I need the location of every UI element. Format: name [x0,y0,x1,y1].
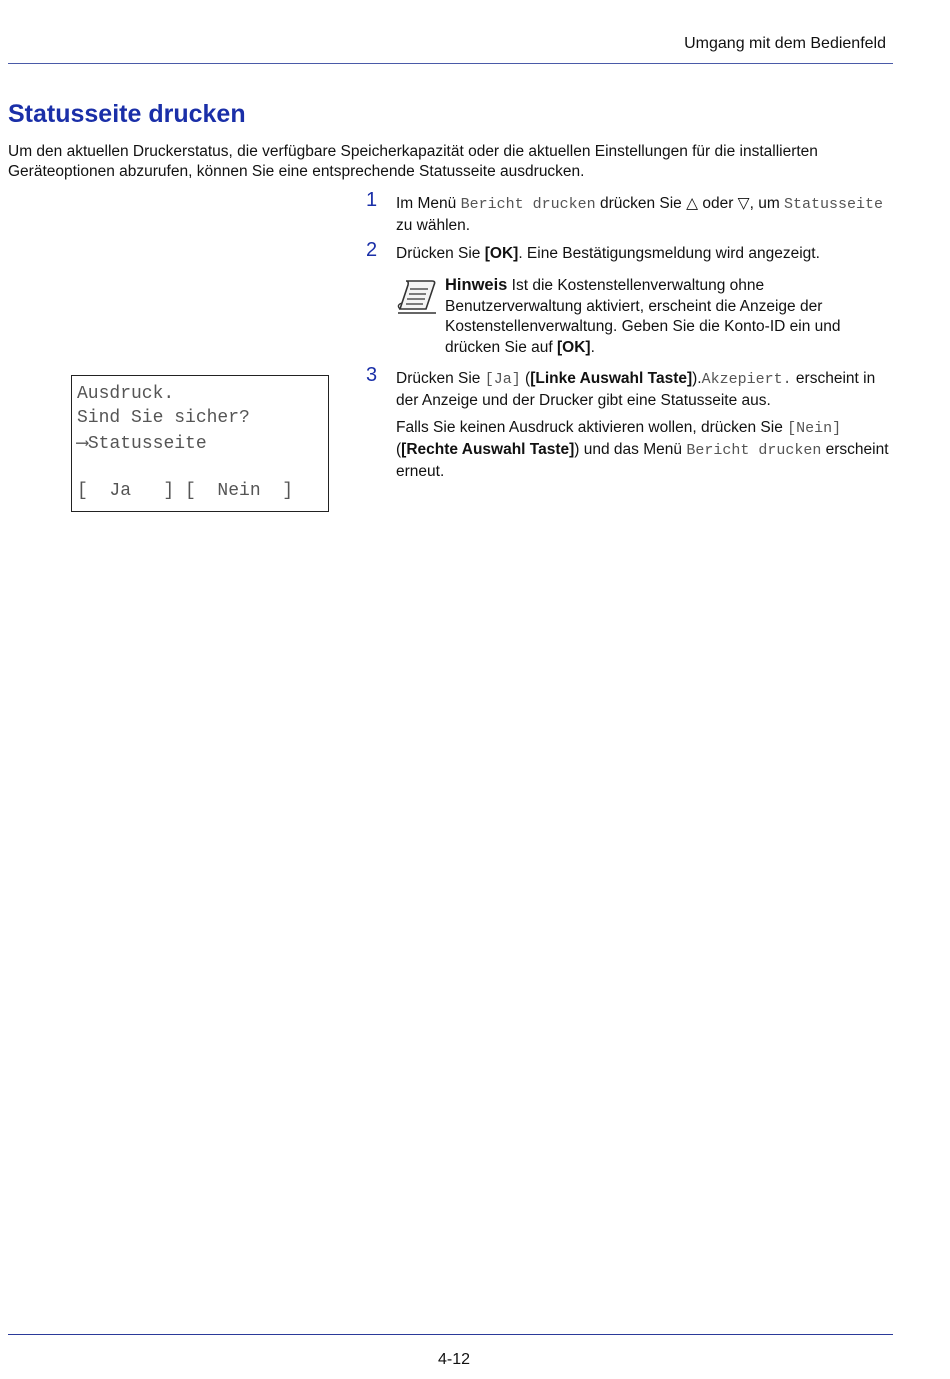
lcd-line-1: Ausdruck. [77,384,175,404]
lcd-line-3: ⟶Statusseite [77,434,207,454]
step-2 [366,239,894,264]
note-icon [396,277,438,315]
note-box [396,275,876,358]
note-text: Hinweis Ist die Kostenstellenverwaltung ohne Benutzerverwaltung aktiviert, erscheint die Anzeige der Kostenstellenverwaltung. Geben Sie die Konto-ID ein und drücken Sie auf [OK]. [445,276,841,356]
step-number: 2 [366,239,378,261]
step-1-text: Im Menü Bericht drucken drücken Sie △ oder ▽, um Statusseite zu wählen. [396,195,884,234]
running-header: Umgang mit dem Bedienfeld [684,35,886,52]
step-3 [366,364,894,482]
footer-rule [8,1334,893,1335]
page-title: Statusseite drucken [8,100,246,128]
page-number: 4-12 [437,1351,471,1368]
intro-paragraph: Um den aktuellen Druckerstatus, die verfügbare Speicherkapazität oder die aktuellen Einstellungen für die installierten Geräteoptionen abzurufen, können Sie eine entsprechende Statusseite ausdrucken. [8,143,818,180]
note-label: Hinweis [445,276,508,294]
lcd-display [71,375,329,512]
step-2-text: Drücken Sie [OK]. Eine Bestätigungsmeldung wird angezeigt. [396,245,820,262]
lcd-line-2: Sind Sie sicher? [77,408,250,428]
step-number: 1 [366,189,378,211]
arrow-icon: ⟶ [77,434,88,454]
lcd-softkeys: [ Ja ] [ Nein ] [77,481,294,501]
step-1 [366,189,894,236]
step-number: 3 [366,364,378,386]
header-rule [8,63,893,64]
step-3-text: Drücken Sie [Ja] ([Linke Auswahl Taste]).Akzepiert. erscheint in der Anzeige und der Drucker gibt eine Statusseite aus. Falls Sie keinen Ausdruck aktivieren wollen, drücken Sie [Nein] ([Rechte Auswahl Taste]) und das Menü Bericht drucken erscheint erneut. [396,370,889,480]
